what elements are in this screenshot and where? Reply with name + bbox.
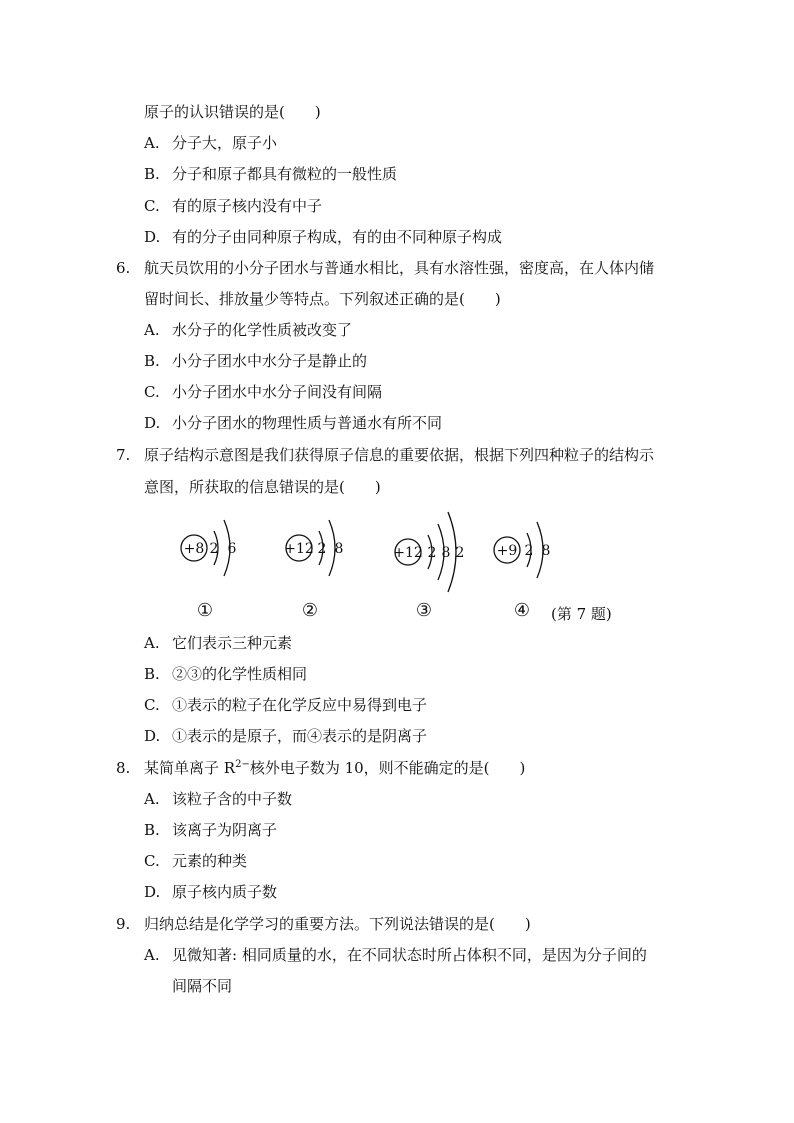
q5-option-b: B. 分子和原子都具有微粒的一般性质 <box>144 165 398 183</box>
shell-count-1b: 6 <box>227 541 237 557</box>
particle-label-2: ② <box>301 600 319 621</box>
shell-count-2a: 2 <box>317 541 327 557</box>
q9-stem: 9. 归纳总结是化学学习的重要方法。下列说法错误的是( ) <box>116 915 531 933</box>
particle-label-4: ④ <box>513 600 531 621</box>
particle-label-1: ① <box>196 600 214 621</box>
q5-option-c: C. 有的原子核内没有中子 <box>144 197 323 215</box>
q7-option-c: C. ①表示的粒子在化学反应中易得到电子 <box>144 696 428 714</box>
q7-option-b: B. ②③的化学性质相同 <box>144 665 308 683</box>
q6-option-d: D. 小分子团水的物理性质与普通水有所不同 <box>144 414 443 432</box>
q9-option-a-line2: 间隔不同 <box>172 977 233 995</box>
nucleus-charge-2: +12 <box>284 541 314 557</box>
shell-count-3c: 2 <box>455 545 465 561</box>
nucleus-charge-4: +9 <box>496 543 518 559</box>
shell-count-2b: 8 <box>334 541 344 557</box>
q7-option-a: A. 它们表示三种元素 <box>144 634 293 652</box>
q5-option-a: A. 分子大，原子小 <box>144 134 278 152</box>
q9-option-a: A. 见微知著: 相同质量的水，在不同状态时所占体积不同，是因为分子间的 <box>144 946 647 964</box>
nucleus-charge-1: +8 <box>183 541 205 557</box>
shell-count-4b: 8 <box>541 543 551 559</box>
q8-option-b: B. 该离子为阴离子 <box>144 821 278 839</box>
q7-figure-caption: (第 7 题) <box>551 605 612 623</box>
shell-count-4a: 2 <box>524 543 534 559</box>
q6-option-a: A. 水分子的化学性质被改变了 <box>144 321 353 339</box>
q7-stem: 7. 原子结构示意图是我们获得原子信息的重要依据，根据下列四种粒子的结构示 <box>116 446 655 464</box>
q8-option-c: C. 元素的种类 <box>144 852 248 870</box>
shell-count-3a: 2 <box>427 545 437 561</box>
nucleus-charge-3: +12 <box>393 545 423 561</box>
q6-option-c: C. 小分子团水中水分子间没有间隔 <box>144 383 383 401</box>
q6-stem: 6. 航天员饮用的小分子团水与普通水相比，具有水溶性强，密度高，在人体内储 <box>116 259 655 277</box>
particle-label-3: ③ <box>415 600 433 621</box>
q8-option-d: D. 原子核内质子数 <box>144 883 278 901</box>
q5-stem-continued: 原子的认识错误的是( ) <box>144 103 321 121</box>
q6-option-b: B. 小分子团水中水分子是静止的 <box>144 352 368 370</box>
q8-option-a: A. 该粒子含的中子数 <box>144 790 293 808</box>
shell-count-3b: 8 <box>441 545 451 561</box>
q7-option-d: D. ①表示的是原子，而④表示的是阴离子 <box>144 727 428 745</box>
q5-option-d: D. 有的分子由同种原子构成，有的由不同种原子构成 <box>144 228 503 246</box>
q6-stem-line2: 留时间长、排放量少等特点。下列叙述正确的是( ) <box>144 290 501 308</box>
shell-count-1a: 2 <box>209 541 219 557</box>
q8-stem: 8. 某简单离子 $R^{2-}$核外电子数为 10，则不能确定的是( ) <box>116 759 526 777</box>
q7-stem-line2: 意图，所获取的信息错误的是( ) <box>144 478 381 496</box>
